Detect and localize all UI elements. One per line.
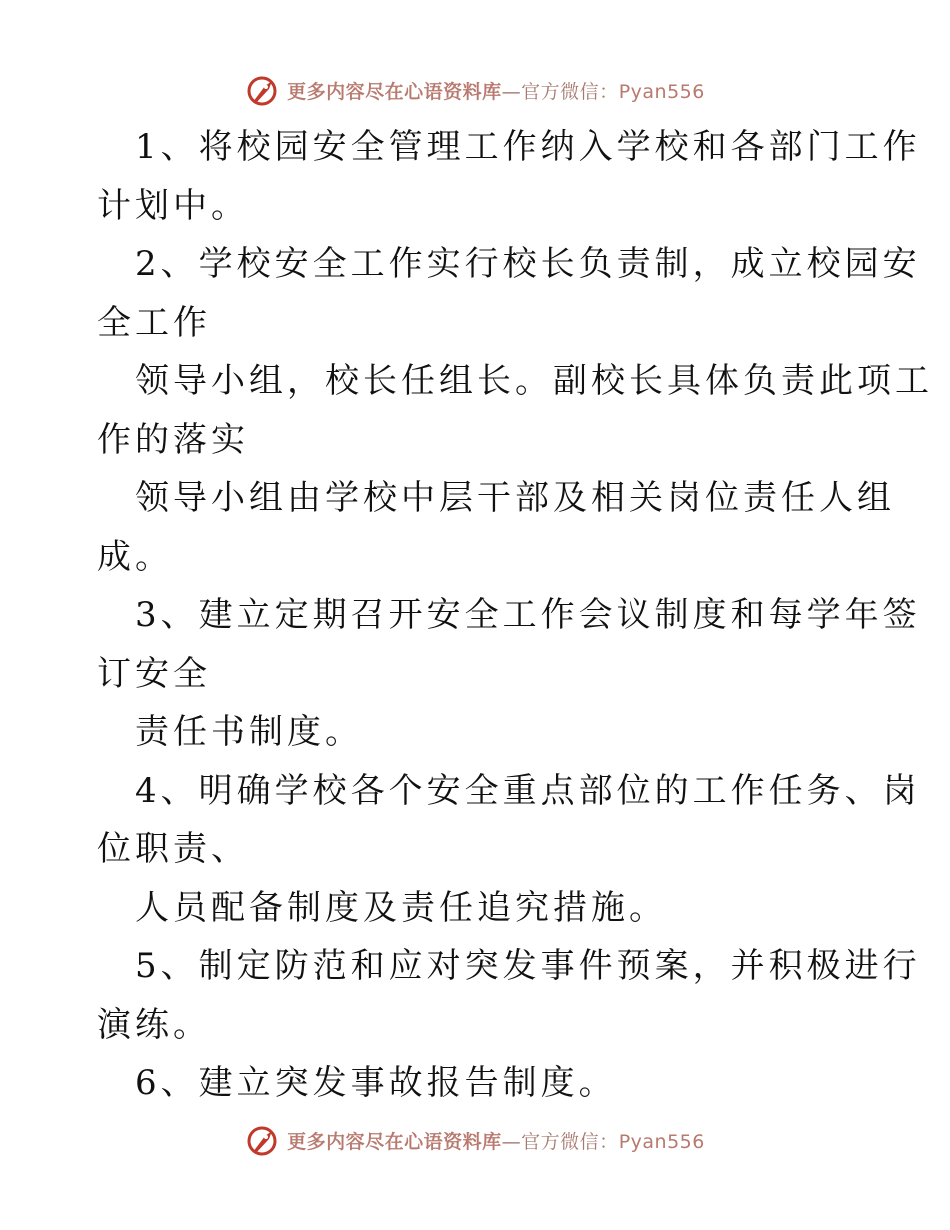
text-line: 5、制定防范和应对突发事件预案，并积极进行 [135, 946, 921, 986]
text-line: 3、建立定期召开安全工作会议制度和每学年签 [135, 595, 921, 635]
pen-nib-logo-icon [245, 1122, 281, 1158]
text-line: 演练。 [97, 1004, 211, 1045]
banner-brand: 更多内容尽在心语资料库 [287, 1130, 502, 1153]
text-line: 计划中。 [97, 185, 249, 226]
text-line: 全工作 [97, 302, 211, 343]
text-line: 4、明确学校各个安全重点部位的工作任务、岗 [135, 770, 921, 811]
text-line: 成。 [97, 536, 173, 577]
text-line: 订安全 [97, 653, 211, 694]
text-line: 位职责、 [97, 829, 249, 869]
document-body [97, 118, 933, 1113]
banner-text [287, 77, 705, 104]
banner-label: 官方微信： [521, 80, 619, 103]
text-line: 1、将校园安全管理工作纳入学校和各部门工作 [135, 127, 921, 167]
banner-text [287, 1127, 705, 1154]
banner-wechat-id: Pyan556 [618, 1130, 705, 1153]
text-line: 作的落实 [97, 419, 249, 460]
text-line: 责任书制度。 [135, 712, 363, 752]
text-line: 人员配备制度及责任追究措施。 [135, 887, 667, 928]
banner-wechat-id: Pyan556 [618, 80, 705, 103]
text-line: 领导小组由学校中层干部及相关岗位责任人组 [135, 478, 895, 518]
banner-separator: — [501, 80, 522, 103]
pen-nib-logo-icon [245, 72, 281, 108]
banner-label: 官方微信： [521, 1130, 619, 1153]
banner-brand: 更多内容尽在心语资料库 [287, 80, 502, 103]
banner-separator: — [501, 1130, 522, 1153]
text-line: 2、学校安全工作实行校长负责制，成立校园安 [135, 244, 921, 284]
footer-banner [0, 1120, 950, 1160]
header-banner [0, 70, 950, 110]
text-line: 领导小组，校长任组长。副校长具体负责此项工 [135, 361, 933, 401]
text-line: 6、建立突发事故报告制度。 [135, 1063, 617, 1103]
